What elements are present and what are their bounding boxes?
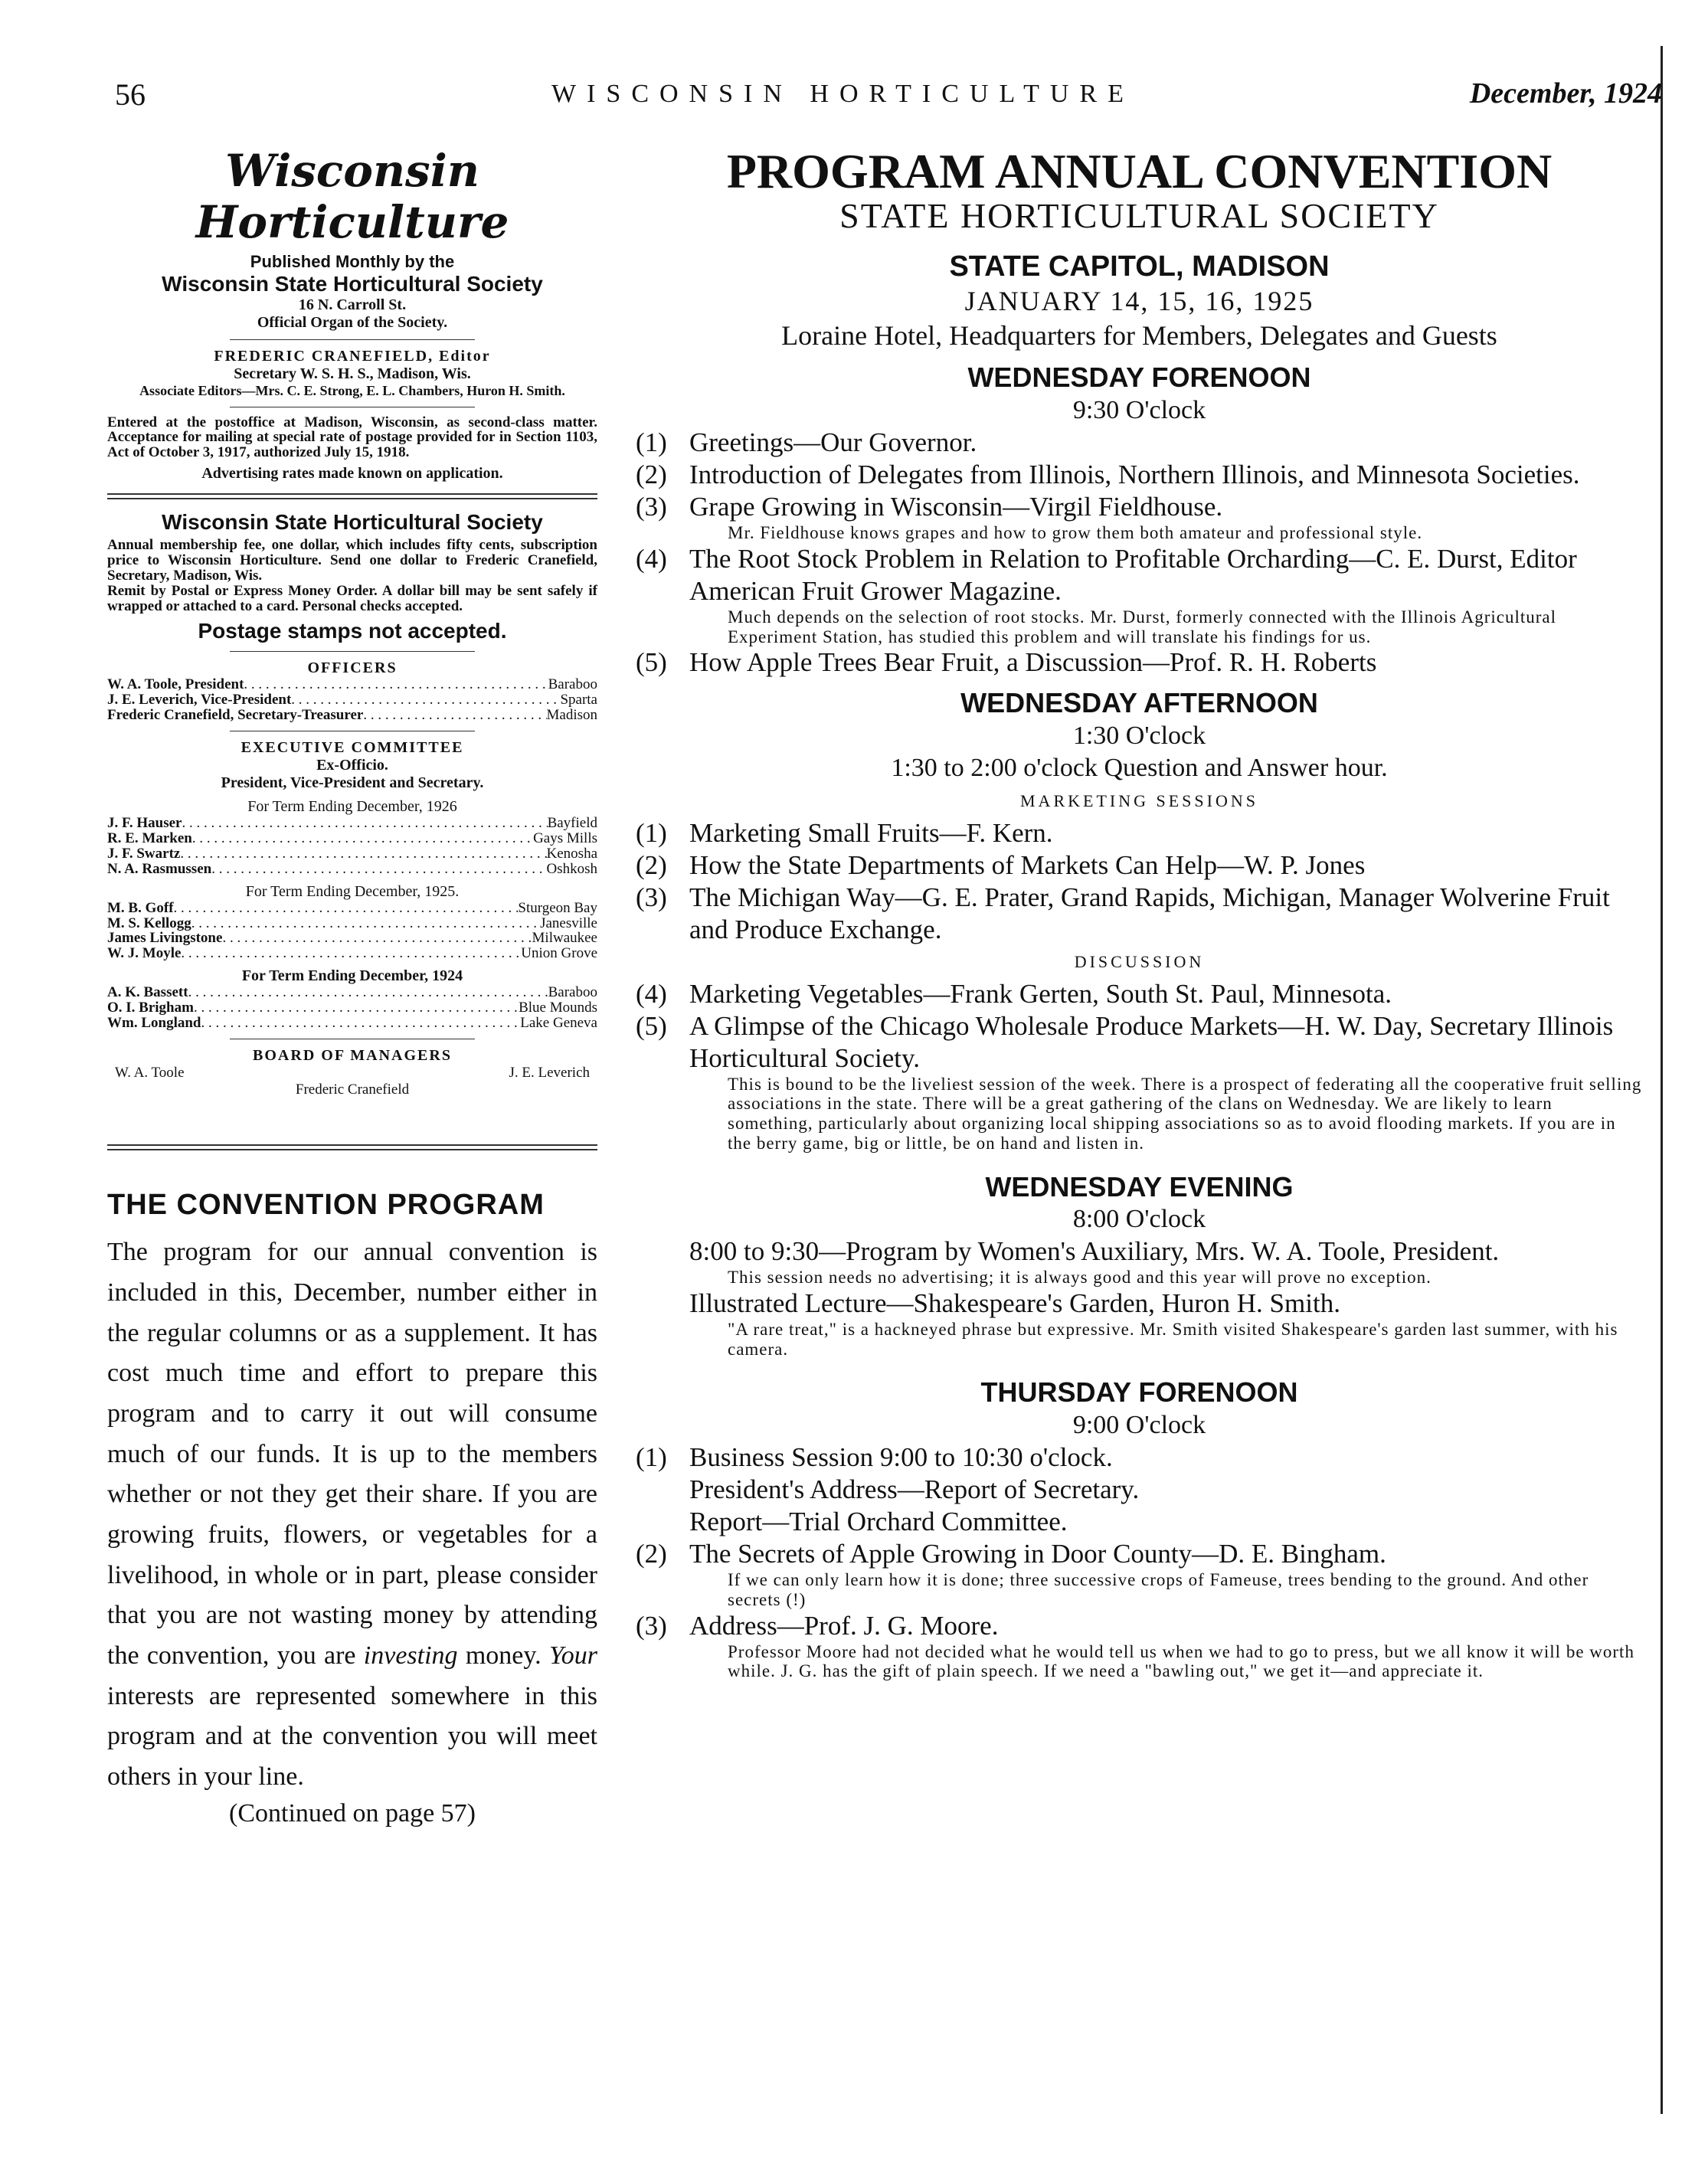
divider <box>230 339 475 340</box>
discussion-label: DISCUSSION <box>1074 951 1205 971</box>
marketing-label: MARKETING SESSIONS <box>1020 790 1258 810</box>
program-item: (2) The Secrets of Apple Growing in Door County—D. E. Bingham. <box>636 1539 1386 1569</box>
program-item: (1) Business Session 9:00 to 10:30 o'clock. President's Address—Report of Secretary. Report—Trial Orchard Committee. <box>636 1442 1140 1537</box>
program-item: (3) The Michigan Way—G. E. Prater, Grand Rapids, Michigan, Manager Wolverine Fruit and Produce Exchange. <box>636 882 1610 944</box>
issue-date: December, 1924 <box>1469 77 1662 110</box>
right-column <box>636 146 1643 1681</box>
officer-row: J. E. Leverich, Vice-President . . . Sparta <box>107 692 597 708</box>
masthead-secretary: Secretary W. S. H. S., Madison, Wis. <box>234 365 471 382</box>
officer-row: Frederic Cranefield, Secretary-Treasurer . . . Madison <box>107 708 597 723</box>
program-subtitle: STATE HORTICULTURAL SOCIETY <box>839 196 1439 236</box>
member-row: J. F. Swartz . . . Kenosha <box>107 846 597 862</box>
officers-list <box>107 677 597 723</box>
masthead-editor: FREDERIC CRANEFIELD, Editor <box>214 347 491 365</box>
program-item: (3) Grape Growing in Wisconsin—Virgil Fieldhouse. <box>636 492 1223 522</box>
wed-evening-heading: WEDNESDAY EVENING <box>985 1170 1294 1203</box>
continued-note: (Continued on page 57) <box>229 1798 476 1828</box>
program-item: (2) How the State Departments of Markets Can Help—W. P. Jones <box>636 849 1366 880</box>
masthead <box>107 146 597 407</box>
board-center: Frederic Cranefield <box>295 1082 410 1098</box>
program-note: "A rare treat," is a hackneyed phrase but expressive. Mr. Smith visited Shakespeare's garden last summer, with his camera. <box>728 1319 1618 1359</box>
wed-forenoon-time: 9:30 O'clock <box>1072 395 1206 424</box>
ex-officio-desc: President, Vice-President and Secretary. <box>221 774 484 791</box>
double-divider <box>107 493 597 499</box>
program-title: PROGRAM ANNUAL CONVENTION <box>726 144 1553 198</box>
board-left: W. A. Toole <box>115 1065 185 1082</box>
program-item: (1) Greetings—Our Governor. <box>636 427 977 458</box>
society-postage: Postage stamps not accepted. <box>198 619 507 643</box>
masthead-entered: Entered at the postoffice at Madison, Wisconsin, as second-class matter. Acceptance for mailing at special rate of postage provided for in Section 1103, Act of October 3, 1917, authorized July 15, 1918. <box>107 414 597 461</box>
member-row: Wm. Longland . . . Lake Geneva <box>107 1016 597 1031</box>
term-label: For Term Ending December, 1925. <box>245 882 460 900</box>
wed-afternoon-qa: 1:30 to 2:00 o'clock Question and Answer hour. <box>891 754 1388 782</box>
program-item: (4) Marketing Vegetables—Frank Gerten, South St. Paul, Minnesota. <box>636 978 1392 1009</box>
convention-heading: THE CONVENTION PROGRAM <box>107 1189 545 1222</box>
program-note: If we can only learn how it is done; three successive crops of Fameuse, trees bending to the ground. And other secrets (!) <box>728 1570 1589 1609</box>
masthead-address: 16 N. Carroll St. <box>298 296 407 313</box>
convention-body: The program for our annual convention is included in this, December, number either in the regular columns or as a supplement. It has cost much time and effort to prepare this program and to carry it out will consume much of our funds. It is up to the members whether or not they get their share. If you are growing fruits, flowers, or vegetables for a livelihood, in whole or in part, please consider that you are not wasting money by attending the convention, you are investing money. Your interests are represented somewhere in this program and at the convention you will meet others in your line. <box>107 1238 597 1792</box>
executive-heading: EXECUTIVE COMMITTEE <box>240 738 464 756</box>
board-heading: BOARD OF MANAGERS <box>253 1047 452 1065</box>
board-right: J. E. Leverich <box>509 1065 590 1082</box>
running-head <box>115 77 1662 123</box>
member-row: J. F. Hauser . . . Bayfield <box>107 816 597 831</box>
wed-afternoon-heading: WEDNESDAY AFTERNOON <box>960 687 1318 719</box>
program-item: (2) Introduction of Delegates from Illinois, Northern Illinois, and Minnesota Societies. <box>636 460 1580 490</box>
masthead-published: Published Monthly by the <box>250 252 455 272</box>
board-row <box>107 1065 597 1082</box>
wed-evening-time: 8:00 O'clock <box>1072 1204 1206 1233</box>
program-note: Professor Moore had not decided what he would tell us when we had to go to press, but we all know it will be worth while. J. G. has the gift of plain speech. If we need a "bawling out," we get it—and appreciate it. <box>728 1641 1634 1681</box>
masthead-official: Official Organ of the Society. <box>257 313 448 331</box>
program-note: Mr. Fieldhouse knows grapes and how to grow them both amateur and professional style. <box>728 523 1423 543</box>
masthead-associates: Associate Editors—Mrs. C. E. Strong, E. L. Chambers, Huron H. Smith. <box>139 382 565 398</box>
officer-row: W. A. Toole, President . . . Baraboo <box>107 677 597 692</box>
wed-afternoon-time: 1:30 O'clock <box>1072 721 1206 750</box>
term-label: For Term Ending December, 1924 <box>241 967 463 985</box>
member-row: N. A. Rasmussen . . . Oshkosh <box>107 862 597 877</box>
program-hotel: Loraine Hotel, Headquarters for Members, Delegates and Guests <box>781 320 1497 352</box>
column-rule <box>1661 46 1663 2114</box>
running-title: WISCONSIN HORTICULTURE <box>551 80 1134 108</box>
officers-heading: OFFICERS <box>307 659 398 677</box>
page-number: 56 <box>115 77 146 112</box>
program-item: (5) A Glimpse of the Chicago Wholesale Produce Markets—H. W. Day, Secretary Illinois Horticultural Society. <box>636 1010 1614 1073</box>
double-divider <box>107 1144 597 1150</box>
program-item: (4) The Root Stock Problem in Relation to Profitable Orcharding—C. E. Durst, Editor American Fruit Grower Magazine. <box>636 543 1577 606</box>
masthead-advertising: Advertising rates made known on application. <box>201 465 503 483</box>
program-location: STATE CAPITOL, MADISON <box>949 250 1330 283</box>
member-row: James Livingstone . . . Milwaukee <box>107 931 597 946</box>
program-note: This is bound to be the liveliest session of the week. There is a prospect of federating all the cooperative fruit selling associations in the state. There will be a great gathering of the clans on Wednesday. We are likely to learn something, particularly about organizing local shipping associations so as to avoid flooding markets. If you are in the berry game, big or little, be on hand and listen in. <box>728 1074 1642 1153</box>
program-dates: JANUARY 14, 15, 16, 1925 <box>964 286 1314 317</box>
ex-officio: Ex-Officio. <box>316 756 388 774</box>
term-label: For Term Ending December, 1926 <box>247 797 457 815</box>
member-row: A. K. Bassett . . . Baraboo <box>107 985 597 1000</box>
thu-forenoon-time: 9:00 O'clock <box>1072 1410 1206 1439</box>
left-column <box>107 146 597 1828</box>
society-remit: Remit by Postal or Express Money Order. A dollar bill may be sent safely if wrapped or attached to a card. Personal checks accepted. <box>107 583 597 615</box>
member-row: W. J. Moyle . . . Union Grove <box>107 946 597 961</box>
divider <box>230 651 475 652</box>
wed-forenoon-heading: WEDNESDAY FORENOON <box>967 362 1311 394</box>
thu-forenoon-heading: THURSDAY FORENOON <box>980 1376 1298 1409</box>
society-membership: Annual membership fee, one dollar, which includes fifty cents, subscription price to Wisconsin Horticulture. Send one dollar to Frederic Cranefield, Secretary, Madison, Wis. <box>107 537 597 584</box>
program-item: 8:00 to 9:30—Program by Women's Auxiliary, Mrs. W. A. Toole, President. <box>689 1236 1500 1267</box>
member-row: M. B. Goff . . . Sturgeon Bay <box>107 901 597 916</box>
member-row: R. E. Marken . . . Gays Mills <box>107 831 597 846</box>
masthead-title: Wisconsin Horticulture <box>195 145 509 248</box>
member-row: M. S. Kellogg . . . Janesville <box>107 916 597 931</box>
member-row: O. I. Brigham . . . Blue Mounds <box>107 1000 597 1016</box>
masthead-society: Wisconsin State Horticultural Society <box>162 271 543 296</box>
program-item: Illustrated Lecture—Shakespeare's Garden, Huron H. Smith. <box>689 1288 1340 1318</box>
program-note: This session needs no advertising; it is always good and this year will prove no exception. <box>728 1268 1432 1288</box>
program-note: Much depends on the selection of root stocks. Mr. Durst, formerly connected with the Illinois Agricultural Experiment Station, has studied this problem and will translate his findings for us. <box>728 607 1557 646</box>
program-item: (5) How Apple Trees Bear Fruit, a Discussion—Prof. R. H. Roberts <box>636 647 1377 678</box>
program-item: (3) Address—Prof. J. G. Moore. <box>636 1610 999 1641</box>
society-heading: Wisconsin State Horticultural Society <box>162 510 543 535</box>
program-item: (1) Marketing Small Fruits—F. Kern. <box>636 817 1053 848</box>
